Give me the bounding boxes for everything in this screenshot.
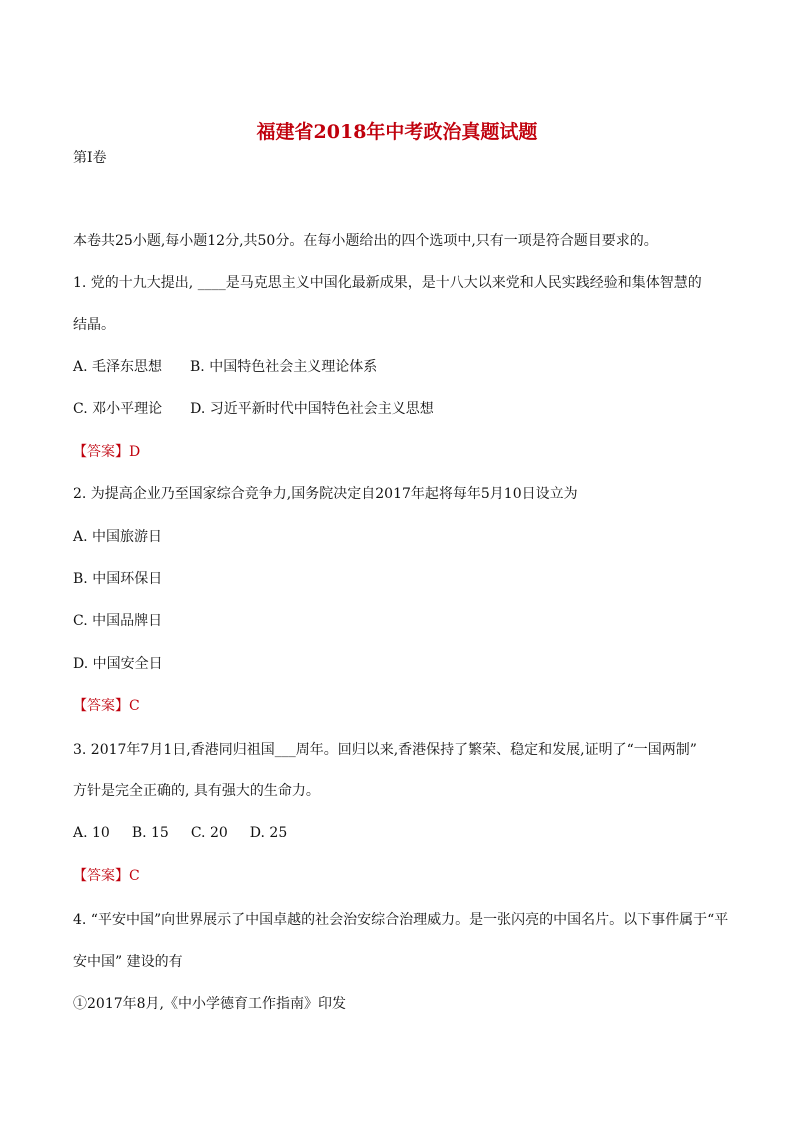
section-heading: 第I卷 — [73, 150, 107, 166]
answer-value: D — [129, 444, 141, 460]
question-1-option-c: C. 邓小平理论 — [73, 401, 163, 417]
question-1-option-a: A. 毛泽东思想 — [73, 359, 163, 375]
question-1-stem-line-1: 1. 党的十九大提出, ____是马克思主义中国化最新成果，是十八大以来党和人民实践经验和集体智慧的 — [73, 275, 702, 291]
question-3-stem-line-2: 方针是完全正确的, 具有强大的生命力。 — [73, 783, 320, 799]
question-3-option-b: B. 15 — [131, 825, 169, 841]
question-2-option-c: C. 中国品牌日 — [73, 613, 163, 629]
document-title: 福建省2018年中考政治真题试题 — [256, 121, 538, 143]
question-3-options — [73, 823, 287, 843]
question-4-stem-line-2: 安中国” 建设的有 — [73, 954, 183, 970]
question-2-option-b: B. 中国环保日 — [73, 571, 163, 587]
question-3-option-d: D. 25 — [249, 825, 288, 841]
question-4-stem-line-1: 4. “平安中国”向世界展示了中国卓越的社会治安综合治理威力。是一张闪亮的中国名片。以下事件属于“平 — [73, 912, 729, 928]
answer-value: C — [129, 868, 140, 884]
question-1-options-row-2 — [73, 399, 434, 419]
question-1-stem-line-2: 结晶。 — [73, 317, 115, 333]
question-2-stem-line-1: 2. 为提高企业乃至国家综合竞争力,国务院决定自2017年起将每年5月10日设立为 — [73, 486, 578, 502]
question-1-option-b: B. 中国特色社会主义理论体系 — [190, 359, 378, 375]
question-4-item-1: ①2017年8月,《中小学德育工作指南》印发 — [73, 996, 346, 1012]
instructions-text: 本卷共25小题,每小题12分,共50分。在每小题给出的四个选项中,只有一项是符合题目要求的。 — [73, 233, 658, 249]
question-3-stem-line-1: 3. 2017年7月1日,香港同归祖国___周年。回归以来,香港保持了繁荣、稳定和发展,证明了“一国两制” — [73, 742, 697, 758]
question-1-options-row-1 — [73, 357, 377, 377]
question-2-option-d: D. 中国安全日 — [73, 656, 163, 672]
question-3-option-c: C. 20 — [190, 825, 228, 841]
question-2-option-a: A. 中国旅游日 — [73, 529, 163, 545]
answer-label: 【答案】 — [73, 444, 129, 460]
answer-label: 【答案】 — [73, 698, 129, 714]
question-1-option-d: D. 习近平新时代中国特色社会主义思想 — [190, 401, 434, 417]
question-3-option-a: A. 10 — [73, 825, 110, 841]
question-1-answer — [73, 442, 140, 462]
question-3-answer — [73, 866, 140, 886]
answer-label: 【答案】 — [73, 868, 129, 884]
answer-value: C — [129, 698, 140, 714]
question-2-answer — [73, 696, 140, 716]
